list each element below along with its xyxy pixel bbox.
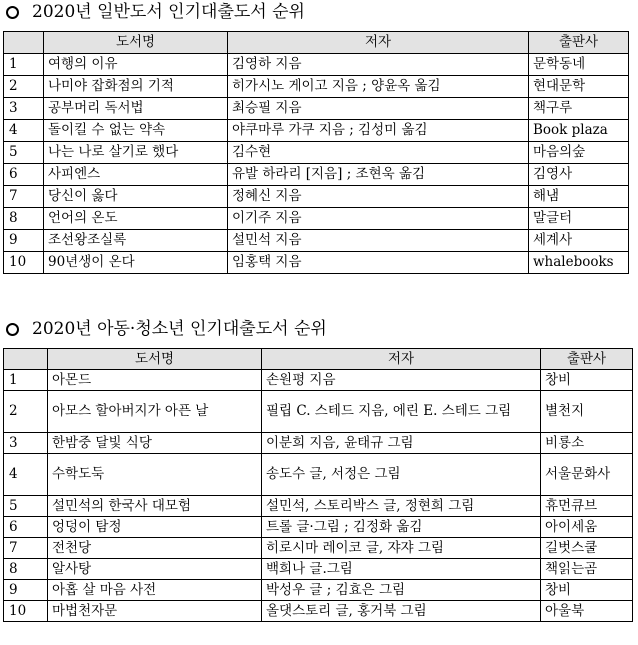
title-cell: 엉덩이 탐정 bbox=[48, 517, 262, 538]
author-cell: 야쿠마루 가쿠 지음 ; 김성미 옮김 bbox=[228, 120, 529, 142]
rank-cell: 5 bbox=[4, 496, 48, 517]
author-cell: 이분희 지음, 윤태규 그림 bbox=[262, 433, 541, 454]
author-cell: 설민석, 스토리박스 글, 정현희 그림 bbox=[262, 496, 541, 517]
publisher-cell: 문학동네 bbox=[529, 54, 629, 76]
author-cell: 유발 하라리 [지음] ; 조현욱 옮김 bbox=[228, 164, 529, 186]
publisher-cell: Book plaza bbox=[529, 120, 629, 142]
author-cell: 임홍택 지음 bbox=[228, 252, 529, 274]
author-cell: 트롤 글·그림 ; 김정화 옮김 bbox=[262, 517, 541, 538]
table-row bbox=[4, 433, 633, 454]
header-title: 도서명 bbox=[44, 32, 228, 54]
table-row bbox=[4, 538, 633, 559]
publisher-cell: 말글터 bbox=[529, 208, 629, 230]
table-row bbox=[4, 252, 629, 274]
circle-bullet-icon bbox=[6, 6, 19, 19]
title-cell: 당신이 옳다 bbox=[44, 186, 228, 208]
header-rank bbox=[4, 32, 44, 54]
title-cell: 알사탕 bbox=[48, 559, 262, 580]
publisher-cell: whalebooks bbox=[529, 252, 629, 274]
table-row bbox=[4, 186, 629, 208]
author-cell: 최승필 지음 bbox=[228, 98, 529, 120]
rank-cell: 2 bbox=[4, 76, 44, 98]
author-cell: 송도수 글, 서정은 그림 bbox=[262, 454, 541, 496]
table-row bbox=[4, 601, 633, 622]
header-author: 저자 bbox=[262, 349, 541, 370]
rank-cell: 7 bbox=[4, 538, 48, 559]
header-author: 저자 bbox=[228, 32, 529, 54]
rank-cell: 7 bbox=[4, 186, 44, 208]
table-row bbox=[4, 391, 633, 433]
circle-bullet-icon bbox=[6, 323, 19, 336]
table-row bbox=[4, 164, 629, 186]
table-row bbox=[4, 76, 629, 98]
general-section-heading bbox=[3, 1, 633, 23]
general-section bbox=[3, 1, 633, 274]
author-cell: 손원평 지음 bbox=[262, 370, 541, 391]
title-cell: 여행의 이유 bbox=[44, 54, 228, 76]
title-cell: 돌이킬 수 없는 약속 bbox=[44, 120, 228, 142]
author-cell: 김수현 bbox=[228, 142, 529, 164]
header-rank bbox=[4, 349, 48, 370]
table-row bbox=[4, 98, 629, 120]
youth-section bbox=[3, 318, 633, 622]
publisher-cell: 비룡소 bbox=[541, 433, 633, 454]
title-cell: 사피엔스 bbox=[44, 164, 228, 186]
publisher-cell: 현대문학 bbox=[529, 76, 629, 98]
rank-cell: 9 bbox=[4, 230, 44, 252]
header-title: 도서명 bbox=[48, 349, 262, 370]
author-cell: 정혜신 지음 bbox=[228, 186, 529, 208]
author-cell: 필립 C. 스테드 지음, 에린 E. 스테드 그림 bbox=[262, 391, 541, 433]
table-row bbox=[4, 208, 629, 230]
author-cell: 설민석 지음 bbox=[228, 230, 529, 252]
rank-cell: 3 bbox=[4, 433, 48, 454]
table-row bbox=[4, 54, 629, 76]
general-section-title: 2020년 일반도서 인기대출도서 순위 bbox=[32, 2, 305, 22]
publisher-cell: 책구루 bbox=[529, 98, 629, 120]
rank-cell: 3 bbox=[4, 98, 44, 120]
rank-cell: 2 bbox=[4, 391, 48, 433]
table-row bbox=[4, 454, 633, 496]
table-row bbox=[4, 142, 629, 164]
title-cell: 나는 나로 살기로 했다 bbox=[44, 142, 228, 164]
table-header-row bbox=[4, 349, 633, 370]
rank-cell: 10 bbox=[4, 252, 44, 274]
title-cell: 아홉 살 마음 사전 bbox=[48, 580, 262, 601]
author-cell: 김영하 지음 bbox=[228, 54, 529, 76]
table-row bbox=[4, 517, 633, 538]
rank-cell: 10 bbox=[4, 601, 48, 622]
title-cell: 아모스 할아버지가 아픈 날 bbox=[48, 391, 262, 433]
title-cell: 설민석의 한국사 대모험 bbox=[48, 496, 262, 517]
title-cell: 나미야 잡화점의 기적 bbox=[44, 76, 228, 98]
title-cell: 90년생이 온다 bbox=[44, 252, 228, 274]
author-cell: 백희나 글.그림 bbox=[262, 559, 541, 580]
table-header-row bbox=[4, 32, 629, 54]
publisher-cell: 마음의숲 bbox=[529, 142, 629, 164]
title-cell: 한밤중 달빛 식당 bbox=[48, 433, 262, 454]
title-cell: 공부머리 독서법 bbox=[44, 98, 228, 120]
publisher-cell: 휴먼큐브 bbox=[541, 496, 633, 517]
title-cell: 전천당 bbox=[48, 538, 262, 559]
rank-cell: 6 bbox=[4, 164, 44, 186]
table-row bbox=[4, 120, 629, 142]
publisher-cell: 김영사 bbox=[529, 164, 629, 186]
author-cell: 히가시노 게이고 지음 ; 양윤옥 옮김 bbox=[228, 76, 529, 98]
publisher-cell: 길벗스쿨 bbox=[541, 538, 633, 559]
header-publisher: 출판사 bbox=[529, 32, 629, 54]
title-cell: 마법천자문 bbox=[48, 601, 262, 622]
youth-ranking-table bbox=[3, 348, 633, 622]
publisher-cell: 서울문화사 bbox=[541, 454, 633, 496]
rank-cell: 1 bbox=[4, 370, 48, 391]
publisher-cell: 별천지 bbox=[541, 391, 633, 433]
rank-cell: 8 bbox=[4, 208, 44, 230]
rank-cell: 1 bbox=[4, 54, 44, 76]
publisher-cell: 창비 bbox=[541, 370, 633, 391]
publisher-cell: 아이세움 bbox=[541, 517, 633, 538]
publisher-cell: 세계사 bbox=[529, 230, 629, 252]
publisher-cell: 아울북 bbox=[541, 601, 633, 622]
general-ranking-table bbox=[3, 31, 629, 274]
rank-cell: 8 bbox=[4, 559, 48, 580]
publisher-cell: 창비 bbox=[541, 580, 633, 601]
table-row bbox=[4, 370, 633, 391]
title-cell: 조선왕조실록 bbox=[44, 230, 228, 252]
youth-section-title: 2020년 아동·청소년 인기대출도서 순위 bbox=[32, 319, 327, 339]
title-cell: 언어의 온도 bbox=[44, 208, 228, 230]
rank-cell: 5 bbox=[4, 142, 44, 164]
rank-cell: 4 bbox=[4, 120, 44, 142]
table-row bbox=[4, 580, 633, 601]
youth-section-heading bbox=[3, 318, 633, 340]
table-row bbox=[4, 559, 633, 580]
table-row bbox=[4, 496, 633, 517]
rank-cell: 6 bbox=[4, 517, 48, 538]
author-cell: 이기주 지음 bbox=[228, 208, 529, 230]
author-cell: 박성우 글 ; 김효은 그림 bbox=[262, 580, 541, 601]
table-row bbox=[4, 230, 629, 252]
author-cell: 히로시마 레이코 글, 쟈쟈 그림 bbox=[262, 538, 541, 559]
publisher-cell: 책읽는곰 bbox=[541, 559, 633, 580]
title-cell: 수학도둑 bbox=[48, 454, 262, 496]
author-cell: 올댓스토리 글, 홍거북 그림 bbox=[262, 601, 541, 622]
rank-cell: 4 bbox=[4, 454, 48, 496]
title-cell: 아몬드 bbox=[48, 370, 262, 391]
publisher-cell: 해냄 bbox=[529, 186, 629, 208]
rank-cell: 9 bbox=[4, 580, 48, 601]
header-publisher: 출판사 bbox=[541, 349, 633, 370]
